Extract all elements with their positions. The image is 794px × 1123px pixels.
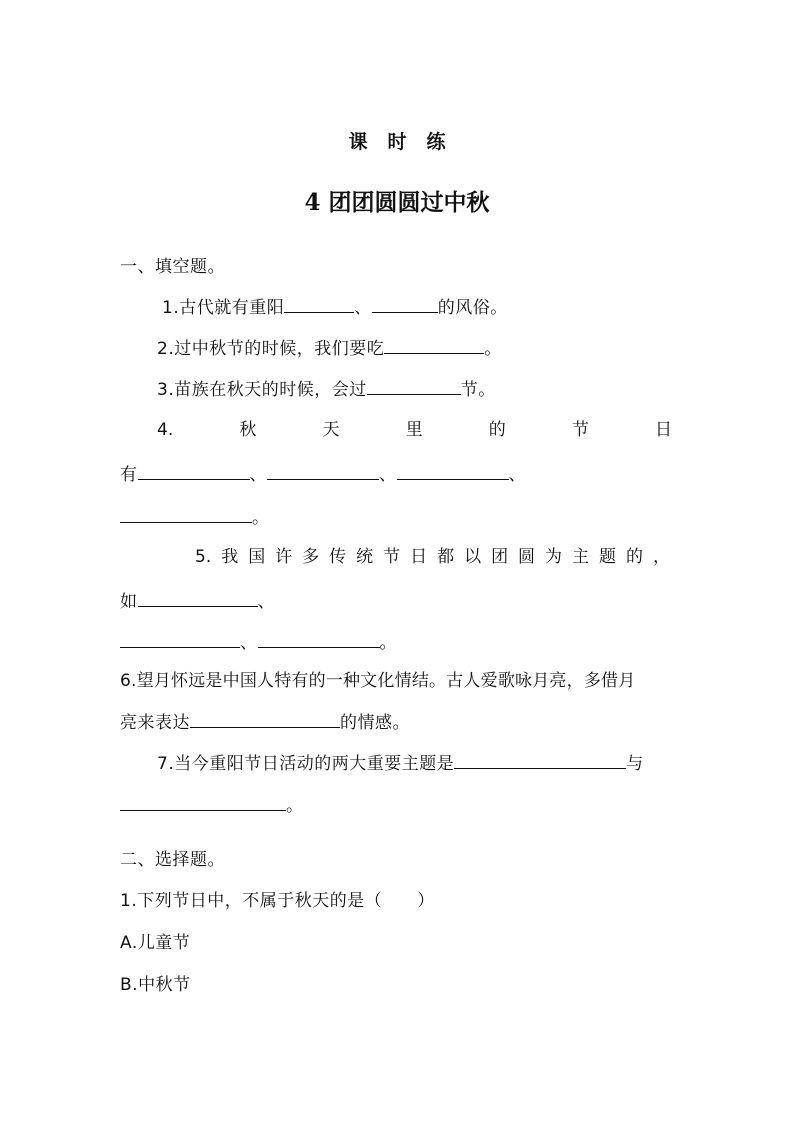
question-1-6-line1: 6.望月怀远是中国人特有的一种文化情结。古人爱歌咏月亮，多借月 [120,671,636,691]
title-char: 练 [426,131,446,153]
section-heading-fill-blank: 一、填空题。 [120,257,225,277]
answer-blank[interactable] [258,629,380,648]
answer-blank[interactable] [138,461,250,480]
answer-blank[interactable] [267,461,379,480]
question-1-2: 2.过中秋节的时候，我们要吃 。 [157,335,502,361]
answer-blank[interactable] [120,629,240,648]
question-1-6-line2: 亮来表达 的情感。 [120,709,410,735]
answer-blank[interactable] [284,294,354,313]
answer-blank[interactable] [120,792,286,811]
lesson-title: 4 团团圆圆过中秋 [304,189,490,216]
question-1-7-line1: 7.当今重阳节日活动的两大重要主题是 与 [157,750,644,776]
question-1-5-line3: 、 。 [120,629,397,655]
question-1-4-line3: 。 [120,504,270,530]
question-1-1: 1.古代就有重阳 、 的风俗。 [162,294,508,320]
question-1-4-line2: 有 、 、 、 [120,461,526,487]
answer-blank[interactable] [372,294,438,313]
option-b[interactable]: B.中秋节 [120,975,191,995]
answer-blank[interactable] [367,376,461,395]
question-1-3: 3.苗族在秋天的时候，会过 节。 [157,376,496,402]
answer-blank[interactable] [384,335,484,354]
question-1-4-line1: 4. 秋 天 里 的 节 日 [157,420,672,440]
title-char: 课 [348,131,368,153]
question-1-5-line1: 5. 我 国 许 多 传 统 节 日 都 以 团 圆 为 主 题 的 ， [195,547,670,567]
answer-blank[interactable] [138,588,258,607]
answer-blank[interactable] [190,709,340,728]
section-heading-choice: 二、选择题。 [120,850,225,870]
question-1-7-line2: 。 [120,792,304,818]
answer-blank[interactable] [454,750,626,769]
title-char: 时 [387,131,407,153]
question-1-5-line2: 如 、 [120,588,275,614]
question-2-1: 1.下列节日中，不属于秋天的是（ ） [120,891,435,911]
answer-blank[interactable] [120,504,252,523]
page-title [0,128,794,156]
option-a[interactable]: A.儿童节 [120,933,191,953]
answer-blank[interactable] [397,461,509,480]
